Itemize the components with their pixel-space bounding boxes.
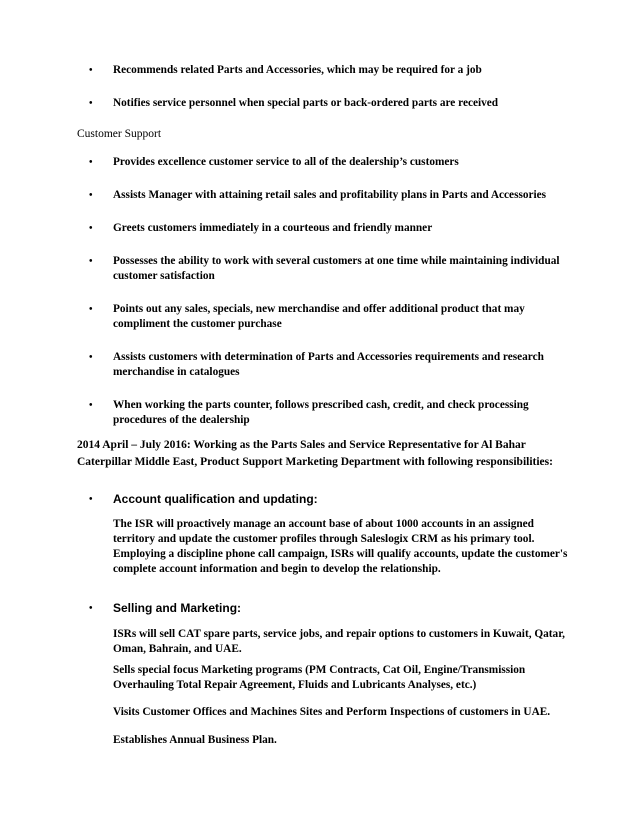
list-item	[89, 96, 569, 111]
bullet-icon: •	[89, 603, 93, 614]
customer-support-list	[89, 155, 569, 446]
section-account-paragraph: The ISR will proactively manage an account base of about 1000 accounts in an assigned territory and update the customer profiles through Saleslogix CRM as his primary tool. Employing a discipline phone call campaign, ISRs will qualify accounts, update the customer's complete account information and begin to develop the relationship.	[113, 518, 568, 575]
list-item	[89, 155, 569, 170]
section-selling-paragraph: ISRs will sell CAT spare parts, service jobs, and repair options to customers in Kuwait, Qatar, Oman, Bahrain, and UAE.	[113, 628, 565, 655]
list-item	[89, 398, 569, 428]
experience-line-2: Caterpillar Middle East, Product Support Marketing Department with following responsibilities:	[77, 456, 553, 468]
bullet-text: Points out any sales, specials, new merchandise and offer additional product that may compliment the customer purchase	[113, 303, 525, 330]
bullet-icon: •	[89, 494, 93, 505]
section-selling-paragraph: Establishes Annual Business Plan.	[113, 734, 277, 746]
section-selling-paragraph: Sells special focus Marketing programs (PM Contracts, Cat Oil, Engine/Transmission Overhauling Total Repair Agreement, Fluids and Lubricants Analyses, etc.)	[113, 664, 526, 691]
experience-heading	[77, 437, 577, 471]
experience-line-1: 2014 April – July 2016: Working as the Parts Sales and Service Representative for Al Bahar	[77, 439, 526, 451]
list-item	[89, 302, 569, 332]
bullet-icon: •	[89, 98, 93, 109]
list-item	[89, 350, 569, 380]
bullet-icon: •	[89, 400, 93, 411]
bullet-icon: •	[89, 190, 93, 201]
bullet-icon: •	[89, 304, 93, 315]
section-title-account: Account qualification and updating:	[113, 492, 318, 506]
bullet-text: Greets customers immediately in a courteous and friendly manner	[113, 222, 433, 234]
list-item	[89, 188, 569, 203]
list-item	[89, 63, 569, 78]
bullet-icon: •	[89, 157, 93, 168]
bullet-text: Assists Manager with attaining retail sales and profitability plans in Parts and Accessories	[113, 189, 547, 201]
top-bullet-list	[89, 63, 569, 129]
bullet-icon: •	[89, 223, 93, 234]
section-selling-paragraph: Visits Customer Offices and Machines Sites and Perform Inspections of customers in UAE.	[113, 706, 551, 718]
list-item	[89, 254, 569, 284]
bullet-text: Possesses the ability to work with several customers at one time while maintaining individual customer satisfaction	[113, 255, 560, 282]
bullet-icon: •	[89, 352, 93, 363]
bullet-text: When working the parts counter, follows prescribed cash, credit, and check processing procedures of the dealership	[113, 399, 529, 426]
bullet-text: Provides excellence customer service to all of the dealership’s customers	[113, 156, 459, 168]
bullet-text: Recommends related Parts and Accessories, which may be required for a job	[113, 64, 482, 76]
bullet-text: Assists customers with determination of Parts and Accessories requirements and research merchandise in catalogues	[113, 351, 544, 378]
customer-support-heading: Customer Support	[77, 128, 162, 140]
section-title-selling: Selling and Marketing:	[113, 601, 242, 615]
bullet-text: Notifies service personnel when special parts or back-ordered parts are received	[113, 97, 499, 109]
bullet-icon: •	[89, 65, 93, 76]
list-item	[89, 221, 569, 236]
bullet-icon: •	[89, 256, 93, 267]
